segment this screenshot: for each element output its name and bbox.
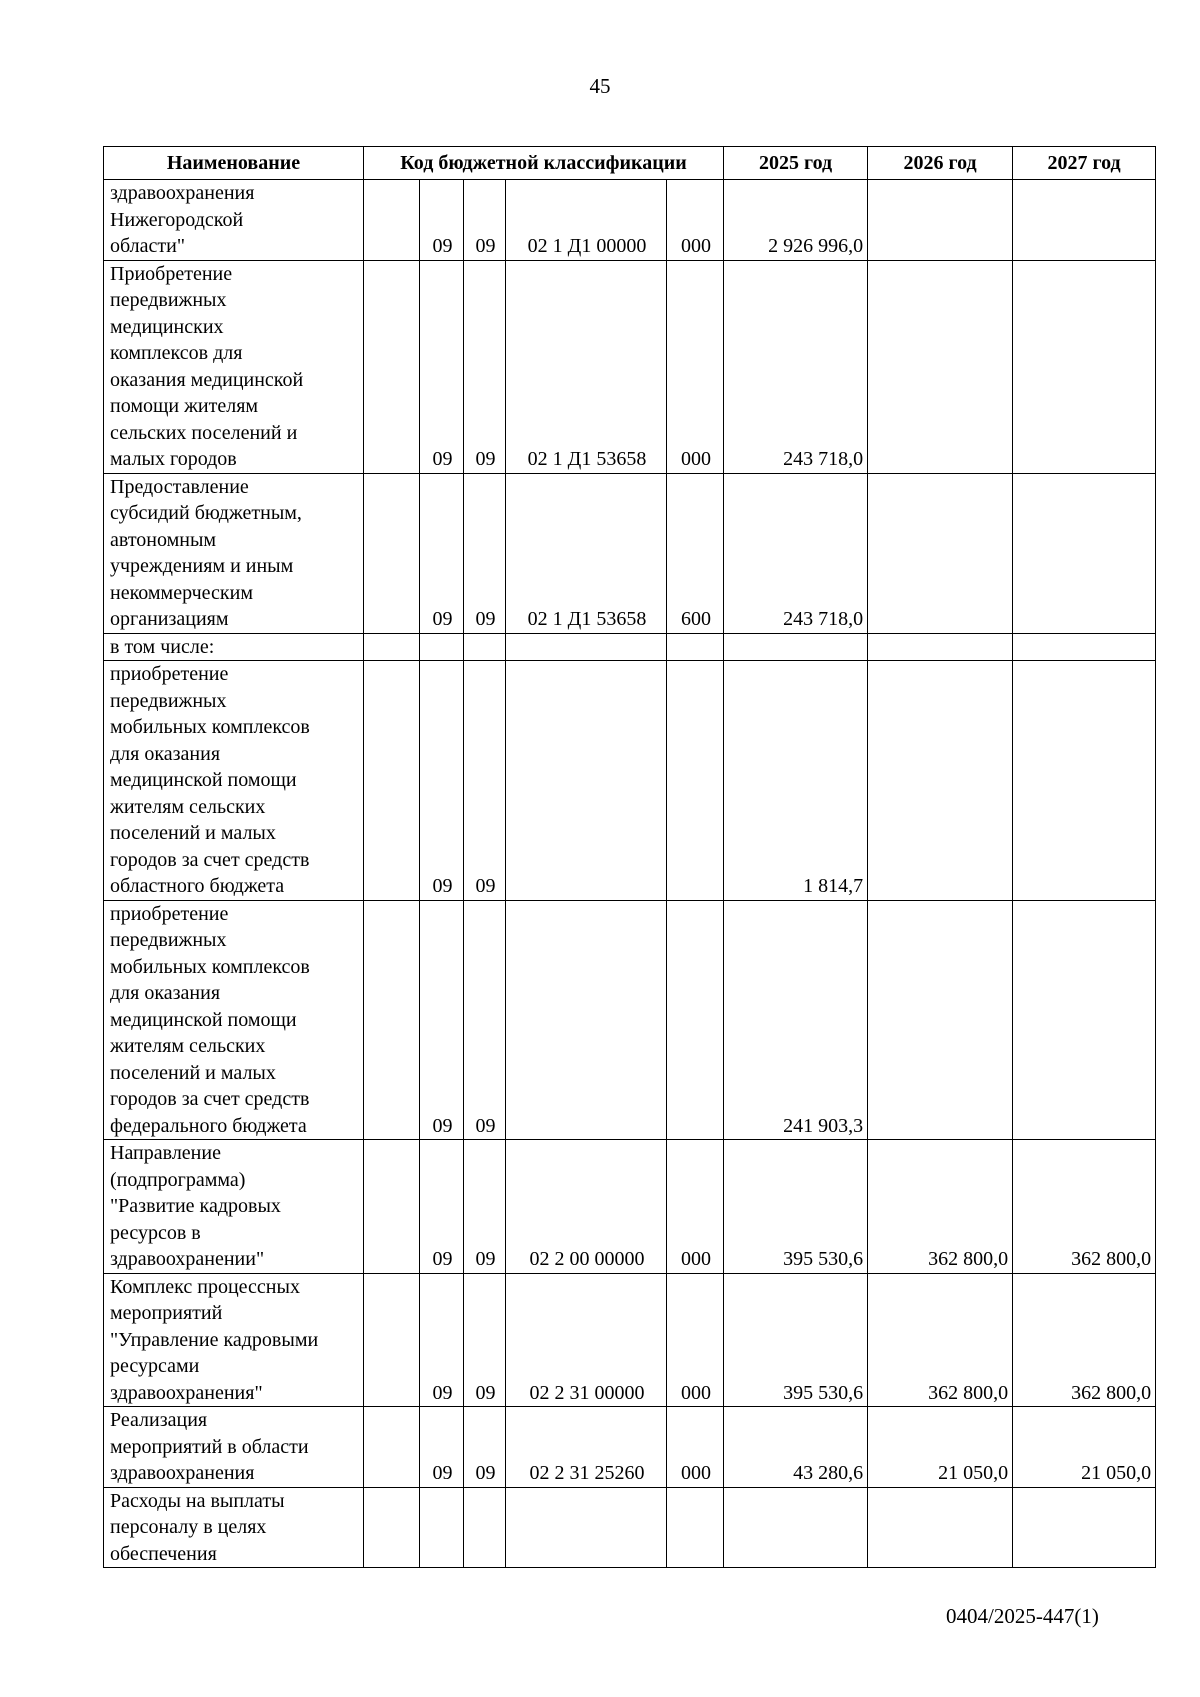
code-target-article: 02 1 Д1 53658 — [506, 473, 667, 633]
row-name: в том числе: — [104, 633, 364, 661]
code-ministry — [364, 260, 420, 473]
header-name: Наименование — [104, 147, 364, 180]
code-target-article — [506, 633, 667, 661]
value-2026 — [868, 900, 1013, 1140]
value-2025: 395 530,6 — [724, 1140, 868, 1274]
row-name: Реализация мероприятий в области здравоохранения — [104, 1407, 364, 1488]
code-subsection: 09 — [464, 1273, 506, 1407]
value-2027 — [1013, 900, 1156, 1140]
code-section: 09 — [420, 180, 464, 261]
code-ministry — [364, 1140, 420, 1274]
code-target-article: 02 2 00 00000 — [506, 1140, 667, 1274]
code-subsection: 09 — [464, 260, 506, 473]
budget-table — [103, 146, 1156, 1568]
value-2027 — [1013, 473, 1156, 633]
table-body — [104, 180, 1156, 1568]
value-2025: 2 926 996,0 — [724, 180, 868, 261]
table-row — [104, 473, 1156, 633]
value-2027 — [1013, 1487, 1156, 1568]
header-2026: 2026 год — [868, 147, 1013, 180]
code-expense-type: 000 — [667, 1273, 724, 1407]
table-row — [104, 260, 1156, 473]
table-row — [104, 1273, 1156, 1407]
code-expense-type: 600 — [667, 473, 724, 633]
code-ministry — [364, 473, 420, 633]
page-number: 45 — [589, 74, 611, 98]
code-subsection: 09 — [464, 661, 506, 901]
code-ministry — [364, 1273, 420, 1407]
value-2025: 395 530,6 — [724, 1273, 868, 1407]
code-section: 09 — [420, 1407, 464, 1488]
document-code: 0404/2025-447(1) — [946, 1604, 1099, 1628]
value-2026: 21 050,0 — [868, 1407, 1013, 1488]
code-ministry — [364, 900, 420, 1140]
row-name: Комплекс процессных мероприятий "Управление кадровыми ресурсами здравоохранения" — [104, 1273, 364, 1407]
code-subsection: 09 — [464, 180, 506, 261]
value-2025: 1 814,7 — [724, 661, 868, 901]
value-2027: 362 800,0 — [1013, 1140, 1156, 1274]
value-2027: 362 800,0 — [1013, 1273, 1156, 1407]
value-2025: 241 903,3 — [724, 900, 868, 1140]
value-2026: 362 800,0 — [868, 1140, 1013, 1274]
value-2026 — [868, 1487, 1013, 1568]
code-target-article — [506, 1487, 667, 1568]
code-subsection — [464, 633, 506, 661]
code-target-article: 02 1 Д1 00000 — [506, 180, 667, 261]
code-expense-type: 000 — [667, 260, 724, 473]
code-subsection: 09 — [464, 473, 506, 633]
code-section: 09 — [420, 1273, 464, 1407]
value-2027 — [1013, 633, 1156, 661]
table-row — [104, 661, 1156, 901]
value-2026 — [868, 633, 1013, 661]
value-2026 — [868, 473, 1013, 633]
header-2025: 2025 год — [724, 147, 868, 180]
code-ministry — [364, 1487, 420, 1568]
code-ministry — [364, 633, 420, 661]
code-section — [420, 1487, 464, 1568]
code-ministry — [364, 661, 420, 901]
value-2027 — [1013, 661, 1156, 901]
table-row — [104, 1487, 1156, 1568]
value-2025: 243 718,0 — [724, 473, 868, 633]
code-expense-type — [667, 661, 724, 901]
table-header — [104, 147, 1156, 180]
code-target-article — [506, 661, 667, 901]
code-section: 09 — [420, 473, 464, 633]
row-name: здравоохранения Нижегородской области" — [104, 180, 364, 261]
value-2025 — [724, 633, 868, 661]
row-name: Направление (подпрограмма) "Развитие кадровых ресурсов в здравоохранении" — [104, 1140, 364, 1274]
row-name: Приобретение передвижных медицинских комплексов для оказания медицинской помощи жителям сельских поселений и малых городов — [104, 260, 364, 473]
value-2027 — [1013, 260, 1156, 473]
code-ministry — [364, 180, 420, 261]
table-row — [104, 180, 1156, 261]
value-2025: 243 718,0 — [724, 260, 868, 473]
code-subsection: 09 — [464, 1407, 506, 1488]
code-expense-type — [667, 900, 724, 1140]
value-2026: 362 800,0 — [868, 1273, 1013, 1407]
value-2026 — [868, 180, 1013, 261]
row-name: приобретение передвижных мобильных комплексов для оказания медицинской помощи жителям сельских поселений и малых городов за счет средств федерального бюджета — [104, 900, 364, 1140]
code-expense-type — [667, 1487, 724, 1568]
code-expense-type: 000 — [667, 180, 724, 261]
code-subsection: 09 — [464, 1140, 506, 1274]
code-expense-type: 000 — [667, 1140, 724, 1274]
table-row — [104, 1140, 1156, 1274]
row-name: приобретение передвижных мобильных комплексов для оказания медицинской помощи жителям сельских поселений и малых городов за счет средств областного бюджета — [104, 661, 364, 901]
code-section: 09 — [420, 1140, 464, 1274]
code-subsection — [464, 1487, 506, 1568]
code-target-article: 02 2 31 25260 — [506, 1407, 667, 1488]
value-2027: 21 050,0 — [1013, 1407, 1156, 1488]
code-section: 09 — [420, 661, 464, 901]
table-row — [104, 900, 1156, 1140]
code-target-article: 02 1 Д1 53658 — [506, 260, 667, 473]
code-ministry — [364, 1407, 420, 1488]
code-section: 09 — [420, 260, 464, 473]
code-target-article — [506, 900, 667, 1140]
table-row — [104, 633, 1156, 661]
value-2025 — [724, 1487, 868, 1568]
value-2026 — [868, 260, 1013, 473]
code-expense-type — [667, 633, 724, 661]
table-row — [104, 1407, 1156, 1488]
code-section: 09 — [420, 900, 464, 1140]
header-2027: 2027 год — [1013, 147, 1156, 180]
row-name: Расходы на выплаты персоналу в целях обеспечения — [104, 1487, 364, 1568]
code-target-article: 02 2 31 00000 — [506, 1273, 667, 1407]
header-code: Код бюджетной классификации — [364, 147, 724, 180]
row-name: Предоставление субсидий бюджетным, автономным учреждениям и иным некоммерческим организациям — [104, 473, 364, 633]
code-expense-type: 000 — [667, 1407, 724, 1488]
value-2025: 43 280,6 — [724, 1407, 868, 1488]
value-2027 — [1013, 180, 1156, 261]
code-subsection: 09 — [464, 900, 506, 1140]
code-section — [420, 633, 464, 661]
value-2026 — [868, 661, 1013, 901]
